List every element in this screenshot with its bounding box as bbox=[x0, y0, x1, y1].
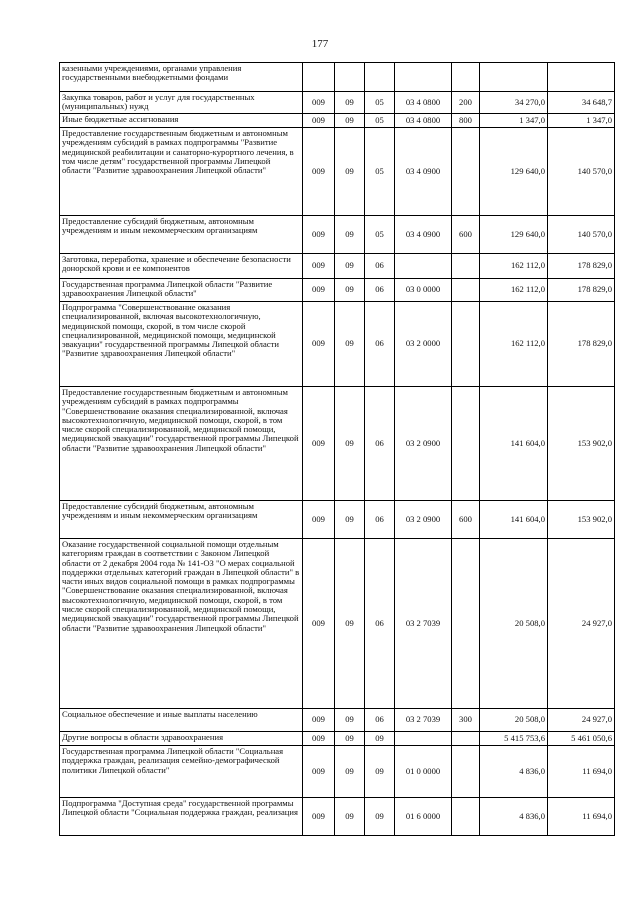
cell-grbs: 009 bbox=[303, 302, 335, 387]
table-row bbox=[60, 732, 615, 746]
cell-target-article: 03 0 0000 bbox=[395, 279, 452, 302]
cell-target-article: 03 4 0900 bbox=[395, 128, 452, 216]
cell-subsection: 05 bbox=[365, 92, 395, 114]
cell-amount-year2: 178 829,0 bbox=[548, 279, 615, 302]
cell-grbs: 009 bbox=[303, 501, 335, 539]
cell-amount-year2: 153 902,0 bbox=[548, 387, 615, 501]
cell-amount-year2: 34 648,7 bbox=[548, 92, 615, 114]
cell-grbs: 009 bbox=[303, 114, 335, 128]
cell-amount-year1: 129 640,0 bbox=[480, 128, 548, 216]
cell-subsection: 06 bbox=[365, 254, 395, 279]
cell-section: 09 bbox=[335, 732, 365, 746]
cell-amount-year2: 178 829,0 bbox=[548, 302, 615, 387]
cell-expense-type bbox=[452, 539, 480, 709]
cell-expense-type bbox=[452, 279, 480, 302]
cell-amount-year1: 34 270,0 bbox=[480, 92, 548, 114]
cell-expense-type bbox=[452, 387, 480, 501]
cell-name: Подпрограмма "Доступная среда" государственной программы Липецкой области "Социальная поддержка граждан, реализация bbox=[60, 798, 303, 836]
cell-amount-year2 bbox=[548, 63, 615, 92]
cell-amount-year2: 178 829,0 bbox=[548, 254, 615, 279]
cell-name: Государственная программа Липецкой области "Социальная поддержка граждан, реализация семейно-демографической политики Липецкой области" bbox=[60, 746, 303, 798]
cell-grbs: 009 bbox=[303, 539, 335, 709]
cell-section: 09 bbox=[335, 279, 365, 302]
cell-expense-type bbox=[452, 128, 480, 216]
cell-expense-type bbox=[452, 732, 480, 746]
cell-expense-type bbox=[452, 254, 480, 279]
page-number: 177 bbox=[311, 38, 329, 50]
cell-expense-type bbox=[452, 302, 480, 387]
cell-name: Предоставление государственным бюджетным и автономным учреждениям субсидий в рамках подпрограммы "Развитие медицинской реабилитации и санаторно-курортного лечения, в том числе детям" государственной программы Липецкой области "Развитие здравоохранения Липецкой области" bbox=[60, 128, 303, 216]
cell-amount-year1: 1 347,0 bbox=[480, 114, 548, 128]
table-row bbox=[60, 114, 615, 128]
cell-target-article: 03 4 0900 bbox=[395, 216, 452, 254]
cell-amount-year2: 24 927,0 bbox=[548, 539, 615, 709]
cell-subsection bbox=[365, 63, 395, 92]
cell-target-article: 03 2 0900 bbox=[395, 387, 452, 501]
cell-section: 09 bbox=[335, 709, 365, 732]
cell-expense-type: 300 bbox=[452, 709, 480, 732]
cell-name: Социальное обеспечение и иные выплаты населению bbox=[60, 709, 303, 732]
cell-name: Иные бюджетные ассигнования bbox=[60, 114, 303, 128]
table-row bbox=[60, 501, 615, 539]
cell-target-article bbox=[395, 63, 452, 92]
cell-amount-year2: 153 902,0 bbox=[548, 501, 615, 539]
cell-target-article: 01 0 0000 bbox=[395, 746, 452, 798]
cell-subsection: 09 bbox=[365, 746, 395, 798]
cell-grbs: 009 bbox=[303, 92, 335, 114]
cell-amount-year1: 162 112,0 bbox=[480, 279, 548, 302]
cell-amount-year1: 4 836,0 bbox=[480, 798, 548, 836]
cell-grbs: 009 bbox=[303, 732, 335, 746]
cell-grbs bbox=[303, 63, 335, 92]
cell-subsection: 09 bbox=[365, 798, 395, 836]
cell-amount-year1: 129 640,0 bbox=[480, 216, 548, 254]
cell-target-article bbox=[395, 254, 452, 279]
cell-amount-year2: 1 347,0 bbox=[548, 114, 615, 128]
cell-name: Заготовка, переработка, хранение и обеспечение безопасности донорской крови и ее компонентов bbox=[60, 254, 303, 279]
cell-grbs: 009 bbox=[303, 709, 335, 732]
cell-section: 09 bbox=[335, 798, 365, 836]
cell-expense-type bbox=[452, 63, 480, 92]
cell-section: 09 bbox=[335, 302, 365, 387]
cell-name: Другие вопросы в области здравоохранения bbox=[60, 732, 303, 746]
cell-amount-year2: 5 461 050,6 bbox=[548, 732, 615, 746]
cell-amount-year1: 20 508,0 bbox=[480, 709, 548, 732]
cell-subsection: 06 bbox=[365, 387, 395, 501]
cell-amount-year1: 162 112,0 bbox=[480, 302, 548, 387]
cell-target-article: 03 2 0000 bbox=[395, 302, 452, 387]
cell-section: 09 bbox=[335, 114, 365, 128]
cell-target-article: 03 2 7039 bbox=[395, 539, 452, 709]
table-row bbox=[60, 128, 615, 216]
cell-expense-type: 600 bbox=[452, 501, 480, 539]
cell-amount-year2: 11 694,0 bbox=[548, 746, 615, 798]
cell-expense-type bbox=[452, 746, 480, 798]
cell-target-article: 03 2 0900 bbox=[395, 501, 452, 539]
cell-subsection: 06 bbox=[365, 539, 395, 709]
cell-expense-type: 800 bbox=[452, 114, 480, 128]
cell-name: Оказание государственной социальной помощи отдельным категориям граждан в соответствии с Законом Липецкой области от 2 декабря 2004 года № 141-ОЗ "О мерах социальной поддержки отдельных категорий граждан в Липецкой области" в части иных видов социальной помощи в рамках подпрограммы "Совершенствование оказания специализированной, включая высокотехнологичную, медицинской помощи, скорой, в том числе скорой специализированной, медицинской помощи, медицинской эвакуации" государственной программы Липецкой области "Развитие здравоохранения Липецкой области" bbox=[60, 539, 303, 709]
table-row bbox=[60, 709, 615, 732]
cell-amount-year1: 20 508,0 bbox=[480, 539, 548, 709]
cell-subsection: 06 bbox=[365, 501, 395, 539]
table-row bbox=[60, 746, 615, 798]
cell-amount-year2: 11 694,0 bbox=[548, 798, 615, 836]
table-row bbox=[60, 798, 615, 836]
table-row bbox=[60, 387, 615, 501]
cell-section: 09 bbox=[335, 254, 365, 279]
cell-name: Предоставление субсидий бюджетным, автономным учреждениям и иным некоммерческим организациям bbox=[60, 501, 303, 539]
cell-grbs: 009 bbox=[303, 254, 335, 279]
table-body bbox=[60, 63, 615, 836]
cell-amount-year1: 5 415 753,6 bbox=[480, 732, 548, 746]
cell-subsection: 06 bbox=[365, 279, 395, 302]
cell-expense-type bbox=[452, 798, 480, 836]
cell-grbs: 009 bbox=[303, 387, 335, 501]
table-row bbox=[60, 539, 615, 709]
cell-amount-year1 bbox=[480, 63, 548, 92]
cell-expense-type: 600 bbox=[452, 216, 480, 254]
cell-grbs: 009 bbox=[303, 798, 335, 836]
table-row bbox=[60, 279, 615, 302]
cell-subsection: 06 bbox=[365, 709, 395, 732]
table-row bbox=[60, 302, 615, 387]
cell-subsection: 06 bbox=[365, 302, 395, 387]
cell-amount-year1: 141 604,0 bbox=[480, 501, 548, 539]
cell-target-article: 03 4 0800 bbox=[395, 114, 452, 128]
cell-subsection: 05 bbox=[365, 114, 395, 128]
cell-name: Государственная программа Липецкой области "Развитие здравоохранения Липецкой области" bbox=[60, 279, 303, 302]
cell-amount-year2: 140 570,0 bbox=[548, 128, 615, 216]
cell-amount-year2: 24 927,0 bbox=[548, 709, 615, 732]
cell-target-article: 03 2 7039 bbox=[395, 709, 452, 732]
cell-name: Предоставление государственным бюджетным и автономным учреждениям субсидий в рамках подпрограммы "Совершенствование оказания специализированной, включая высокотехнологичную, медицинской помощи, скорой, в том числе скорой специализированной, медицинской помощи, медицинской эвакуации" государственной программы Липецкой области "Развитие здравоохранения Липецкой области" bbox=[60, 387, 303, 501]
table-row bbox=[60, 254, 615, 279]
table-row bbox=[60, 92, 615, 114]
table-row bbox=[60, 216, 615, 254]
cell-grbs: 009 bbox=[303, 746, 335, 798]
cell-section: 09 bbox=[335, 746, 365, 798]
cell-name: Предоставление субсидий бюджетным, автономным учреждениям и иным некоммерческим организациям bbox=[60, 216, 303, 254]
cell-target-article: 01 6 0000 bbox=[395, 798, 452, 836]
cell-name: Закупка товаров, работ и услуг для государственных (муниципальных) нужд bbox=[60, 92, 303, 114]
cell-grbs: 009 bbox=[303, 216, 335, 254]
cell-subsection: 09 bbox=[365, 732, 395, 746]
cell-amount-year2: 140 570,0 bbox=[548, 216, 615, 254]
budget-table bbox=[59, 62, 615, 836]
table-row bbox=[60, 63, 615, 92]
cell-target-article bbox=[395, 732, 452, 746]
cell-section: 09 bbox=[335, 501, 365, 539]
cell-section: 09 bbox=[335, 216, 365, 254]
cell-grbs: 009 bbox=[303, 128, 335, 216]
cell-subsection: 05 bbox=[365, 216, 395, 254]
cell-amount-year1: 141 604,0 bbox=[480, 387, 548, 501]
cell-name: Подпрограмма "Совершенствование оказания специализированной, включая высокотехнологичную, медицинской помощи, скорой, в том числе скорой специализированной, медицинской помощи, медицинской эвакуации" государственной программы Липецкой области "Развитие здравоохранения Липецкой области" bbox=[60, 302, 303, 387]
cell-section: 09 bbox=[335, 539, 365, 709]
cell-amount-year1: 162 112,0 bbox=[480, 254, 548, 279]
cell-amount-year1: 4 836,0 bbox=[480, 746, 548, 798]
cell-expense-type: 200 bbox=[452, 92, 480, 114]
cell-subsection: 05 bbox=[365, 128, 395, 216]
cell-section: 09 bbox=[335, 128, 365, 216]
cell-grbs: 009 bbox=[303, 279, 335, 302]
cell-target-article: 03 4 0800 bbox=[395, 92, 452, 114]
cell-section bbox=[335, 63, 365, 92]
cell-section: 09 bbox=[335, 387, 365, 501]
cell-name: казенными учреждениями, органами управления государственными внебюджетными фондами bbox=[60, 63, 303, 92]
cell-section: 09 bbox=[335, 92, 365, 114]
